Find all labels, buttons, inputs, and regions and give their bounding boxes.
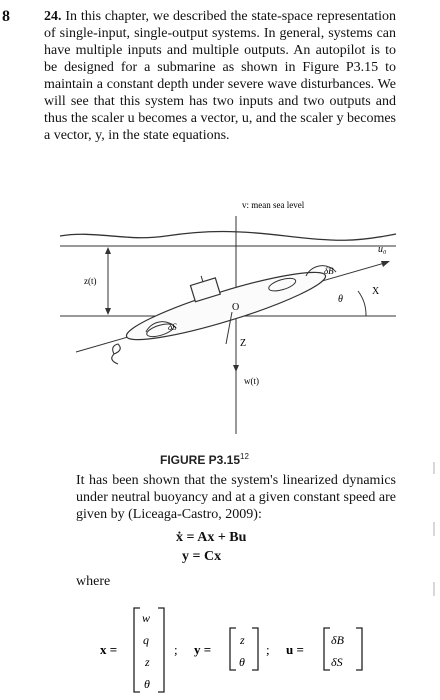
propeller	[112, 344, 121, 364]
x-bracket-left	[134, 608, 140, 692]
z-arrow-head-top	[105, 247, 111, 254]
x-entry-q: q	[143, 633, 149, 647]
problem-number: 24.	[44, 9, 62, 24]
matrix-definitions	[100, 604, 380, 696]
y-label: y =	[194, 642, 212, 657]
edge-mark-1	[433, 462, 435, 474]
u0-arrow-head	[381, 261, 390, 267]
y-entry-z: z	[240, 633, 245, 647]
edge-mark-3	[433, 582, 435, 596]
label-O: O	[232, 302, 240, 313]
label-delta-s: δS	[168, 322, 177, 332]
w-arrow-head	[233, 365, 239, 372]
dynamics-paragraph: It has been shown that the system's linearized dynamics under neutral buoyancy and at a given constant speed are given by (Liceaga-Castro, 2009):	[76, 473, 396, 522]
caption-text: FIGURE P3.15	[160, 453, 241, 467]
state-equation: ẋ = Ax + Bu	[176, 530, 247, 545]
u-entry-delta-b: δB	[331, 633, 344, 647]
y-bracket-left	[230, 628, 236, 670]
edge-mark-2	[433, 522, 435, 536]
label-theta: θ	[338, 294, 343, 305]
label-sea-level: v: mean sea level	[242, 200, 305, 210]
figure-caption	[160, 452, 249, 467]
y-bracket-right	[252, 628, 258, 670]
theta-arc	[358, 291, 366, 316]
label-delta-b: δB	[324, 266, 334, 276]
u-label: u =	[286, 642, 304, 657]
x-entry-w: w	[142, 611, 151, 625]
label-X: X	[372, 286, 380, 297]
caption-footnote: 12	[240, 452, 249, 461]
label-zt: z(t)	[84, 276, 97, 286]
wave-line	[60, 232, 396, 241]
u-entry-delta-s: δS	[331, 655, 343, 669]
problem-text: In this chapter, we described the state-space representation of single-input, single-output systems. In general, systems can have multiple inputs and multiple outputs. An autopilot is to be designed for a submarine as shown in Figure P3.15 to maintain a constant depth under severe wave disturbances. We will see that this system has two inputs and two outputs and thus the scaler u becomes a vector, u, and the scaler y becomes a vector, y, in the state equations.	[44, 9, 397, 143]
where-label: where	[76, 574, 111, 589]
x-entry-theta: θ	[144, 677, 150, 691]
separator-1: ;	[174, 642, 178, 657]
separator-2: ;	[266, 642, 270, 657]
z-arrow-head-bottom	[105, 308, 111, 315]
x-bracket-right	[158, 608, 164, 692]
label-wt: w(t)	[244, 376, 259, 386]
submarine-hull	[116, 241, 330, 351]
x-label: x =	[100, 642, 118, 657]
submarine-figure	[36, 194, 416, 440]
x-entry-z: z	[145, 655, 150, 669]
label-u0: u₀	[378, 244, 387, 255]
output-equation: y = Cx	[182, 549, 222, 564]
y-entry-theta: θ	[239, 655, 245, 669]
u-bracket-left	[324, 628, 330, 670]
page-number: 8	[2, 8, 10, 25]
u-bracket-right	[356, 628, 362, 670]
problem-24	[44, 8, 396, 144]
label-Z: Z	[240, 338, 247, 349]
